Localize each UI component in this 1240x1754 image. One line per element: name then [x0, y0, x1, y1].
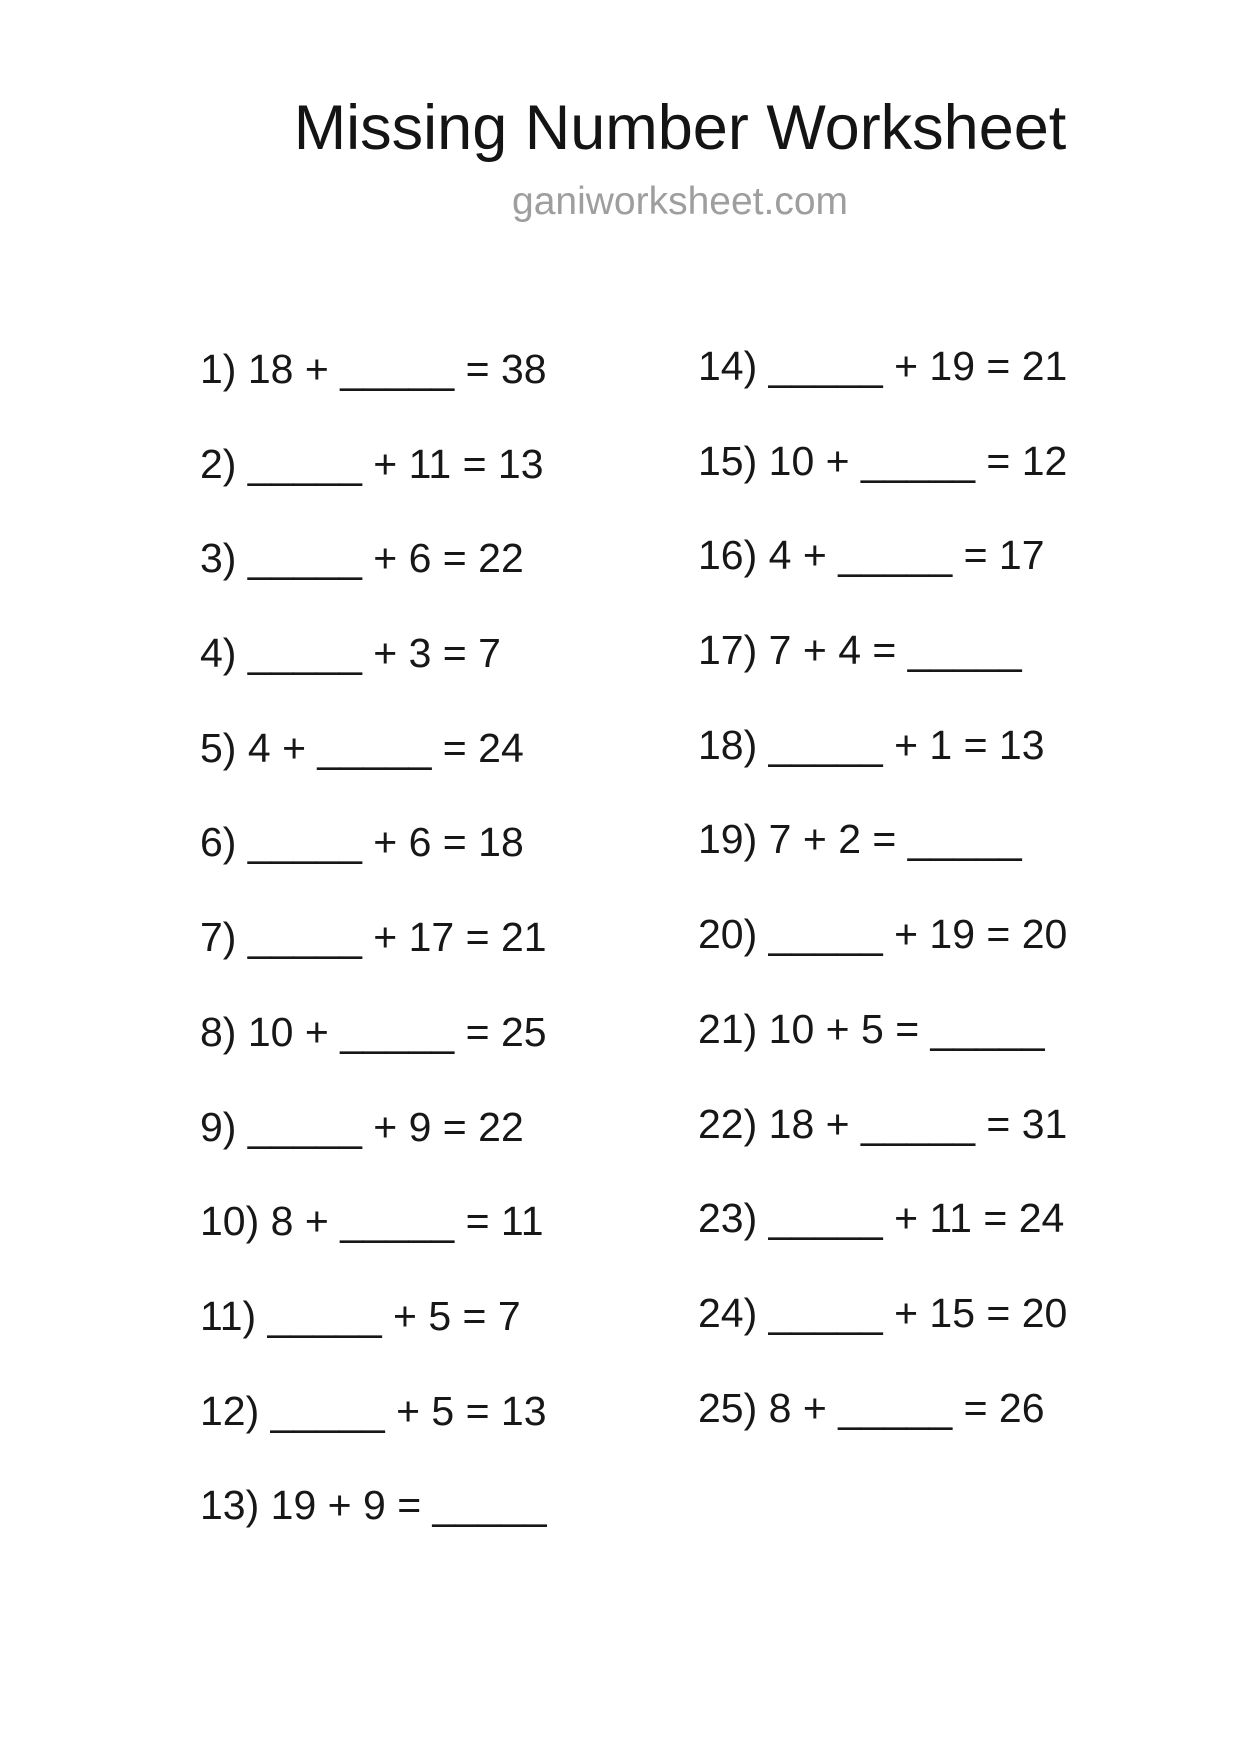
- problem-number: 25): [698, 1384, 758, 1431]
- problem-expression: _____ + 6 = 18: [247, 819, 524, 866]
- problem-row-21: [698, 1005, 1067, 1100]
- problem-number: 19): [698, 816, 758, 863]
- problem-number: 15): [698, 437, 758, 484]
- problem-row-2: [200, 440, 547, 535]
- problem-expression: _____ + 9 = 22: [247, 1103, 524, 1150]
- problem-expression: 10 + 5 = _____: [768, 1005, 1045, 1052]
- problem-row-13: [200, 1481, 547, 1576]
- problem-number: 20): [698, 911, 758, 958]
- problem-number: 11): [200, 1292, 257, 1339]
- problem-number: 3): [200, 535, 237, 582]
- problem-expression: _____ + 1 = 13: [768, 721, 1045, 768]
- problem-number: 13): [200, 1482, 260, 1529]
- problems-column-left: [200, 345, 547, 1576]
- problem-expression: 10 + _____ = 25: [247, 1008, 547, 1055]
- problem-number: 17): [698, 627, 758, 674]
- problem-row-20: [698, 910, 1067, 1005]
- problem-number: 16): [698, 532, 758, 579]
- problem-row-12: [200, 1387, 547, 1482]
- problem-row-25: [698, 1384, 1067, 1479]
- problem-row-1: [200, 345, 547, 440]
- problem-row-10: [200, 1197, 547, 1292]
- problem-expression: _____ + 11 = 24: [768, 1195, 1065, 1242]
- problem-number: 21): [698, 1005, 758, 1052]
- page-title: Missing Number Worksheet: [293, 93, 1067, 163]
- problem-row-19: [698, 815, 1067, 910]
- problem-expression: _____ + 11 = 13: [247, 440, 544, 487]
- problem-number: 23): [698, 1195, 758, 1242]
- problem-number: 4): [200, 630, 237, 677]
- problem-row-16: [698, 531, 1067, 626]
- problem-expression: 18 + _____ = 31: [768, 1100, 1068, 1147]
- problem-row-14: [698, 342, 1067, 437]
- problem-expression: _____ + 17 = 21: [247, 914, 547, 961]
- problem-expression: _____ + 5 = 7: [267, 1292, 521, 1339]
- problem-row-5: [200, 724, 547, 819]
- problem-expression: 18 + _____ = 38: [247, 346, 547, 392]
- problem-number: 24): [698, 1289, 758, 1336]
- problem-number: 10): [200, 1198, 260, 1245]
- problem-expression: _____ + 19 = 20: [768, 911, 1068, 958]
- problem-row-23: [698, 1194, 1067, 1289]
- problem-row-15: [698, 437, 1067, 532]
- problem-row-4: [200, 629, 547, 724]
- problem-row-11: [200, 1292, 547, 1387]
- problem-expression: _____ + 19 = 21: [768, 343, 1068, 389]
- problem-number: 18): [698, 721, 758, 768]
- problem-row-8: [200, 1008, 547, 1103]
- problem-row-18: [698, 721, 1067, 816]
- problem-row-24: [698, 1289, 1067, 1384]
- site-credit: ganiworksheet.com: [512, 180, 848, 223]
- problem-number: 9): [200, 1103, 237, 1150]
- problem-expression: _____ + 3 = 7: [247, 630, 501, 677]
- problem-expression: 7 + 2 = _____: [768, 816, 1022, 863]
- problem-expression: 4 + _____ = 17: [768, 532, 1045, 579]
- problem-number: 8): [200, 1008, 237, 1055]
- problem-row-7: [200, 913, 547, 1008]
- problem-expression: _____ + 6 = 22: [247, 535, 524, 582]
- problem-number: 5): [200, 724, 237, 771]
- worksheet-header: [120, 92, 1240, 224]
- problem-expression: 10 + _____ = 12: [768, 437, 1068, 484]
- problem-expression: _____ + 5 = 13: [270, 1387, 547, 1434]
- problem-number: 6): [200, 819, 237, 866]
- problem-number: 12): [200, 1387, 260, 1434]
- problems-column-right: [698, 342, 1067, 1478]
- problem-row-17: [698, 626, 1067, 721]
- problem-number: 22): [698, 1100, 758, 1147]
- problem-expression: 19 + 9 = _____: [270, 1482, 547, 1529]
- problem-expression: 4 + _____ = 24: [247, 724, 524, 771]
- problem-row-3: [200, 534, 547, 629]
- problem-number: 7): [200, 914, 237, 961]
- problem-expression: 8 + _____ = 26: [768, 1384, 1045, 1431]
- problem-expression: 8 + _____ = 11: [270, 1198, 544, 1245]
- problem-number: 2): [200, 440, 237, 487]
- problem-row-22: [698, 1100, 1067, 1195]
- problem-number: 1): [200, 346, 237, 392]
- problem-expression: 7 + 4 = _____: [768, 627, 1022, 674]
- problem-number: 14): [698, 343, 758, 389]
- problem-row-6: [200, 818, 547, 913]
- problem-row-9: [200, 1103, 547, 1198]
- problem-expression: _____ + 15 = 20: [768, 1289, 1068, 1336]
